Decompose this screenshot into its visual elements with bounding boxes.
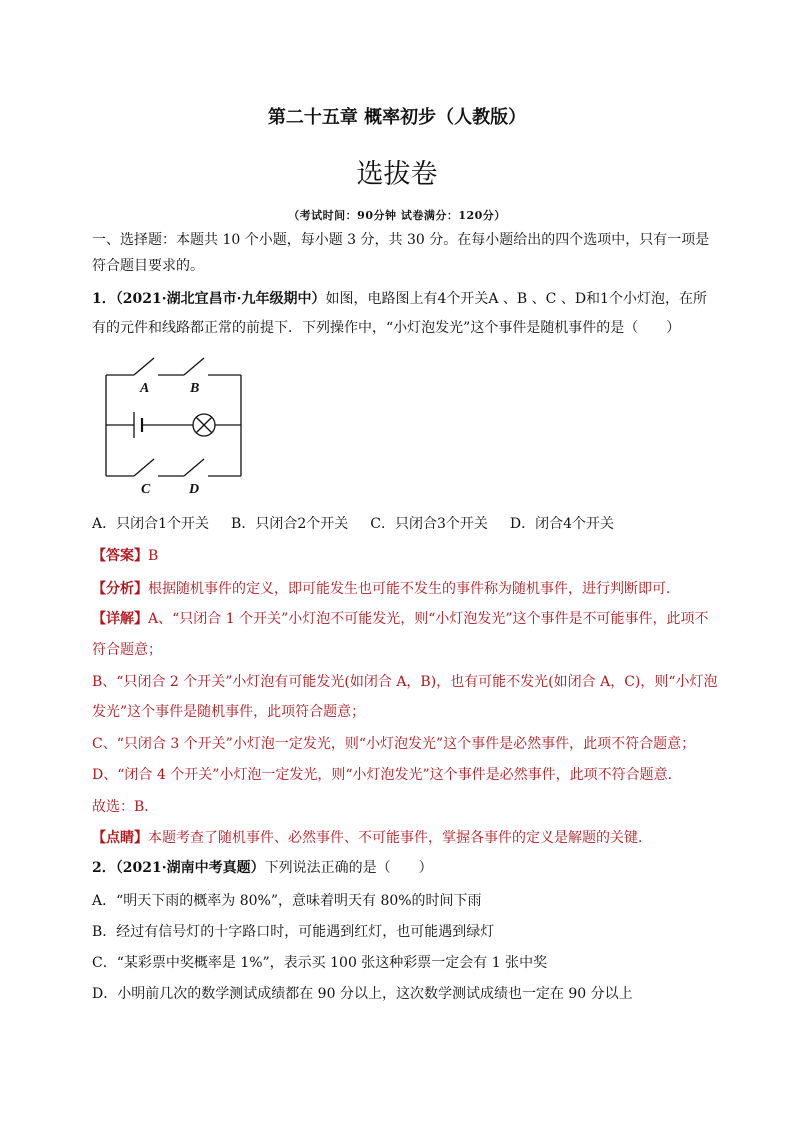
section-intro-line2: 符合题目要求的。 (92, 258, 204, 274)
detail-tag: 【详解】 (92, 611, 148, 627)
q1-number: 1． (92, 291, 116, 307)
q1-detail-line5: C、“只闭合 3 个开关”小灯泡一定发光，则“小灯泡发光”这个事件是必然事件，此项不符合题意； (92, 736, 696, 752)
section-intro-line1: 一、选择题：本题共 10 个小题，每小题 3 分，共 30 分。在每小题给出的四个选项中，只有一项是 (92, 232, 710, 248)
q2-option-d[interactable]: D．小明前几次的数学测试成绩都在 90 分以上，这次数学测试成绩也一定在 90 分以上 (92, 986, 633, 1002)
switch-b-blade (184, 358, 204, 375)
q2-option-a[interactable]: A．“明天下雨的概率为 80%”，意味着明天有 80%的时间下雨 (92, 893, 482, 909)
q1-conclusion: 故选：B． (92, 799, 159, 815)
q1-source: （2021·湖北宜昌市·九年级期中） (115, 291, 326, 307)
paper-title: 选拔卷 (356, 159, 438, 190)
q1-detail-line6: D、“闭合 4 个开关”小灯泡一定发光，则“小灯泡发光”这个事件是必然事件，此项不符合题意． (92, 767, 682, 783)
comment-tag: 【点睛】 (92, 830, 148, 846)
q1-detail-line4: 发光”这个事件是随机事件，此项符合题意； (92, 704, 366, 720)
switch-b-label: B (190, 381, 200, 396)
switch-a-blade (134, 358, 154, 375)
q1-analysis (92, 579, 680, 599)
comment-text: 本题考查了随机事件、必然事件、不可能事件，掌握各事件的定义是解题的关键． (148, 830, 652, 846)
chapter-title: 第二十五章 概率初步（人教版） (267, 107, 527, 128)
q2-stem (92, 858, 433, 878)
q2-number: 2． (92, 860, 116, 876)
q2-stem-text: 下列说法正确的是（ ） (264, 860, 433, 876)
q1-stem-line1 (92, 289, 707, 309)
q1-answer (92, 546, 158, 566)
analysis-text: 根据随机事件的定义，即可能发生也可能不发生的事件称为随机事件，进行判断即可． (148, 581, 680, 597)
q2-option-c[interactable]: C．“某彩票中奖概率是 1%”，表示买 100 张这种彩票一定会有 1 张中奖 (92, 955, 548, 971)
q1-detail-line1 (92, 609, 709, 629)
q1-detail-line3: B、“只闭合 2 个开关”小灯泡有可能发光(如闭合 A，B)，也有可能不发光(如闭合 A，C)，则“小灯泡 (92, 674, 718, 690)
q1-option-c[interactable]: C．只闭合3个开关 (370, 516, 488, 532)
q1-options (92, 514, 614, 534)
switch-d-blade (184, 459, 204, 476)
switch-d-label: D (189, 482, 200, 497)
exam-note: （考试时间：90分钟 试卷满分：120分） (288, 209, 506, 222)
circuit-diagram (96, 350, 251, 500)
switch-c-blade (134, 459, 154, 476)
q1-stem-text: 如图，电路图上有4个开关A 、B 、C 、D和1个小灯泡，在所 (325, 291, 707, 307)
switch-a-label: A (140, 381, 150, 396)
switch-c-label: C (141, 482, 151, 497)
q1-option-a[interactable]: A．只闭合1个开关 (92, 516, 210, 532)
answer-value: B (148, 548, 159, 564)
analysis-tag: 【分析】 (92, 581, 148, 597)
q2-option-b[interactable]: B．经过有信号灯的十字路口时，可能遇到红灯，也可能遇到绿灯 (92, 924, 495, 940)
q2-source: （2021·湖南中考真题） (115, 860, 265, 876)
answer-tag: 【答案】 (92, 548, 148, 564)
detail-text-1: A、“只闭合 1 个开关”小灯泡不可能发光，则“小灯泡发光”这个事件是不可能事件，此项不 (148, 611, 709, 627)
q1-option-d[interactable]: D．闭合4个开关 (509, 516, 614, 532)
q1-detail-line2: 符合题意； (92, 642, 162, 658)
q1-option-b[interactable]: B．只闭合2个开关 (231, 516, 349, 532)
q1-stem-line2: 有的元件和线路都正常的前提下．下列操作中，“小灯泡发光”这个事件是随机事件的是（ ） (92, 320, 681, 336)
q1-comment (92, 828, 652, 848)
